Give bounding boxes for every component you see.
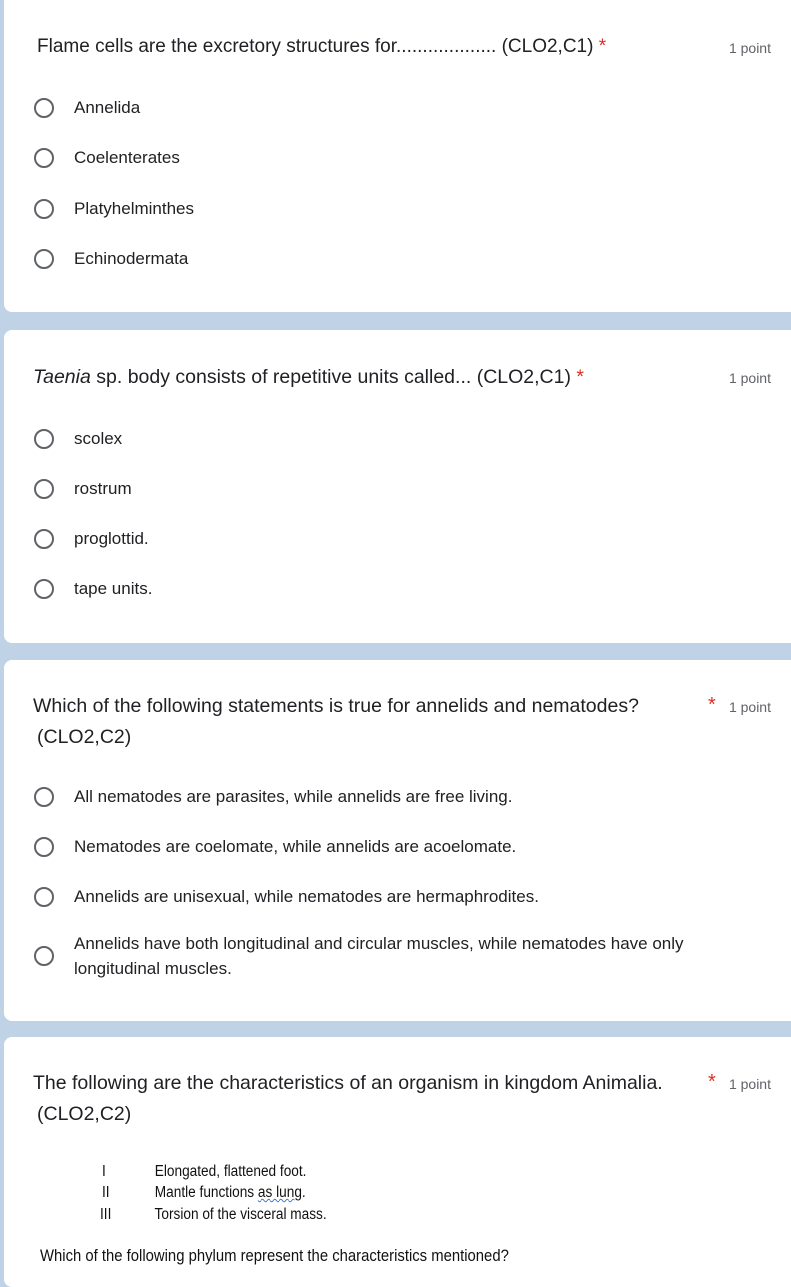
question-title: The following are the characteristics of an organism in kingdom Animalia. (33, 1072, 663, 1094)
radio-button[interactable] (34, 887, 54, 907)
characteristic-row-3 (100, 1206, 327, 1224)
option-a[interactable] (34, 784, 512, 809)
option-label: Platyhelminthes (74, 199, 195, 218)
option-c[interactable] (34, 884, 539, 909)
option-label: longitudinal muscles. (74, 959, 232, 978)
required-asterisk: * (598, 36, 607, 57)
option-b[interactable] (34, 834, 516, 859)
characteristic-row-2 (102, 1184, 306, 1202)
radio-button[interactable] (34, 98, 54, 118)
option-scolex[interactable] (34, 426, 122, 451)
option-coelenterates[interactable] (34, 145, 180, 170)
option-label: Annelids are unisexual, while nematodes are hermaphrodites. (74, 887, 539, 906)
option-label: tape units. (74, 579, 153, 598)
radio-button[interactable] (34, 148, 54, 168)
row-number: III (100, 1206, 112, 1223)
question-title: Which of the following statements is true for annelids and nematodes? (33, 695, 639, 717)
question-title-italic: Taenia (33, 366, 91, 388)
option-echinodermata[interactable] (34, 246, 188, 271)
option-label: Annelids have both longitudinal and circular muscles, while nematodes have only (74, 934, 684, 953)
characteristic-row-1 (102, 1163, 306, 1181)
points-label: 1 point (728, 699, 771, 715)
question-card-4 (4, 1037, 791, 1287)
points-label: 1 point (728, 370, 771, 386)
radio-button[interactable] (34, 787, 54, 807)
required-asterisk: * (708, 1071, 716, 1093)
option-label: Annelida (74, 98, 141, 117)
radio-button[interactable] (34, 479, 54, 499)
row-text: Torsion of the visceral mass. (154, 1206, 327, 1223)
option-label-multiline (74, 931, 684, 981)
points-label: 1 point (728, 40, 771, 56)
option-platyhelminthes[interactable] (34, 196, 194, 221)
option-label: Echinodermata (74, 249, 189, 268)
radio-button[interactable] (34, 199, 54, 219)
points-label: 1 point (728, 1076, 771, 1092)
radio-button[interactable] (34, 579, 54, 599)
question-card-2 (4, 330, 791, 643)
option-tape-units[interactable] (34, 576, 152, 601)
question-card-1 (4, 0, 791, 312)
question-title-rest: sp. body consists of repetitive units called... (CLO2,C1) (90, 366, 571, 388)
question-title-line2: (CLO2,C2) (37, 726, 132, 748)
question-title (33, 363, 584, 391)
radio-button[interactable] (34, 249, 54, 269)
option-label: proglottid. (74, 529, 149, 548)
option-label: Coelenterates (74, 148, 180, 167)
option-label: All nematodes are parasites, while annelids are free living. (74, 787, 513, 806)
radio-button[interactable] (34, 837, 54, 857)
sub-question: Which of the following phylum represent the characteristics mentioned? (40, 1247, 509, 1265)
option-annelida[interactable] (34, 95, 140, 120)
option-proglottid[interactable] (34, 526, 149, 551)
question-card-3 (4, 660, 791, 1021)
option-d[interactable] (34, 931, 684, 981)
option-rostrum[interactable] (34, 476, 132, 501)
required-asterisk: * (576, 366, 584, 388)
required-asterisk: * (708, 694, 716, 716)
radio-button[interactable] (34, 429, 54, 449)
row-number: I (102, 1163, 106, 1180)
question-title-line2: (CLO2,C2) (37, 1103, 132, 1125)
radio-button[interactable] (34, 946, 54, 966)
option-label: rostrum (74, 479, 132, 498)
option-label: scolex (74, 429, 123, 448)
row-text: Mantle functions as lung. (154, 1184, 306, 1201)
spellcheck-underline: as lung (257, 1184, 302, 1201)
radio-button[interactable] (34, 529, 54, 549)
option-label: Nematodes are coelomate, while annelids are acoelomate. (74, 837, 517, 856)
row-text: Elongated, flattened foot. (154, 1163, 307, 1180)
row-number: II (102, 1184, 110, 1201)
question-title: Flame cells are the excretory structures for................... (CLO2,C1) * (37, 36, 607, 57)
